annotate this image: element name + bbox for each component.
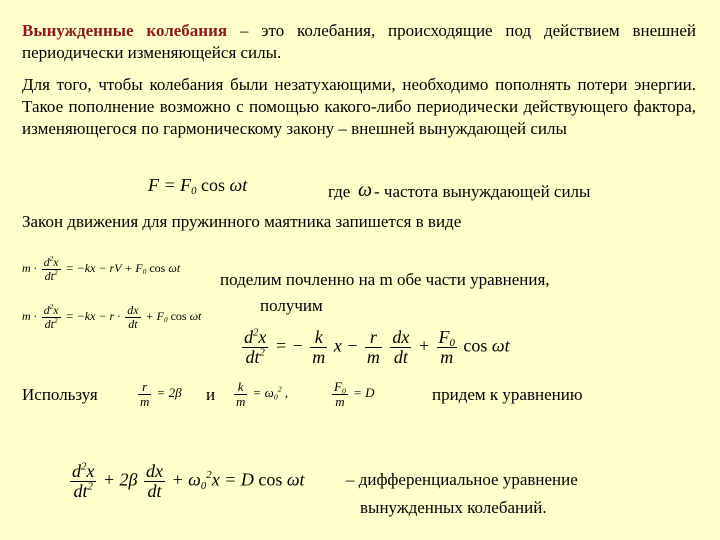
frequency-note: - частота вынуждающей силы — [374, 182, 591, 201]
amplitude-substitution: $\frac{F_0}{m}$ = D — [334, 379, 375, 409]
divide-line-1: поделим почленно на m обе части уравнения, — [220, 270, 550, 289]
conclusion-line-2: вынужденных колебаний. — [360, 498, 547, 517]
definition-paragraph — [22, 20, 696, 64]
energy-paragraph: Для того, чтобы колебания были незатухающими, необходимо пополнять потери энергии. Такое пополнение возможно с помощью какого-либо периодически действующего фактора, изменяющегося по гармоническому закону – внешней вынуждающей силы — [22, 75, 696, 138]
law-line: Закон движения для пружинного маятника запишется в виде — [22, 212, 462, 231]
omega-symbol: ω — [358, 179, 373, 201]
divided-equation: $\frac{d^2x}{dt^2}$ = − $\frac{k}{m}$ x − $\frac{r}{m}$ $\frac{dx}{dt}$ + $\frac{F_0}{m}$ cos ωt — [244, 326, 510, 367]
definition-term: Вынужденные колебания — [22, 21, 228, 40]
conclusion-line-1: – дифференциальное уравнение — [346, 470, 578, 489]
damping-substitution: $\frac{r}{m}$ = 2β — [140, 379, 182, 409]
and-label: и — [206, 385, 216, 404]
definition-text: – это колебания, происходящие под действием внешней периодически изменяющейся силы. — [22, 21, 696, 62]
motion-equation: m · $\frac{d^2x}{dt^2}$ = −kx − rV + $F_0$ cos ωt — [22, 254, 181, 283]
using-label: Используя — [22, 385, 98, 404]
arrive-label: придем к уравнению — [432, 385, 583, 404]
divide-line-2: получим — [260, 296, 323, 315]
forced-oscillation-equation: $\frac{d^2x}{dt^2}$ + 2β $\frac{dx}{dt}$ + $\omega_0^2x = D$ cos ωt — [72, 460, 305, 501]
frequency-substitution: $\frac{k}{m}$ = $\omega_0^2$ , — [236, 379, 289, 409]
where-label: где — [328, 182, 351, 201]
force-formula: $F = F_0$ cos ωt — [148, 175, 248, 198]
motion-equation-expanded: m · $\frac{d^2x}{dt^2}$ = −kx − r · $\frac{dx}{dt}$ + $F_0$ cos ωt — [22, 302, 202, 331]
